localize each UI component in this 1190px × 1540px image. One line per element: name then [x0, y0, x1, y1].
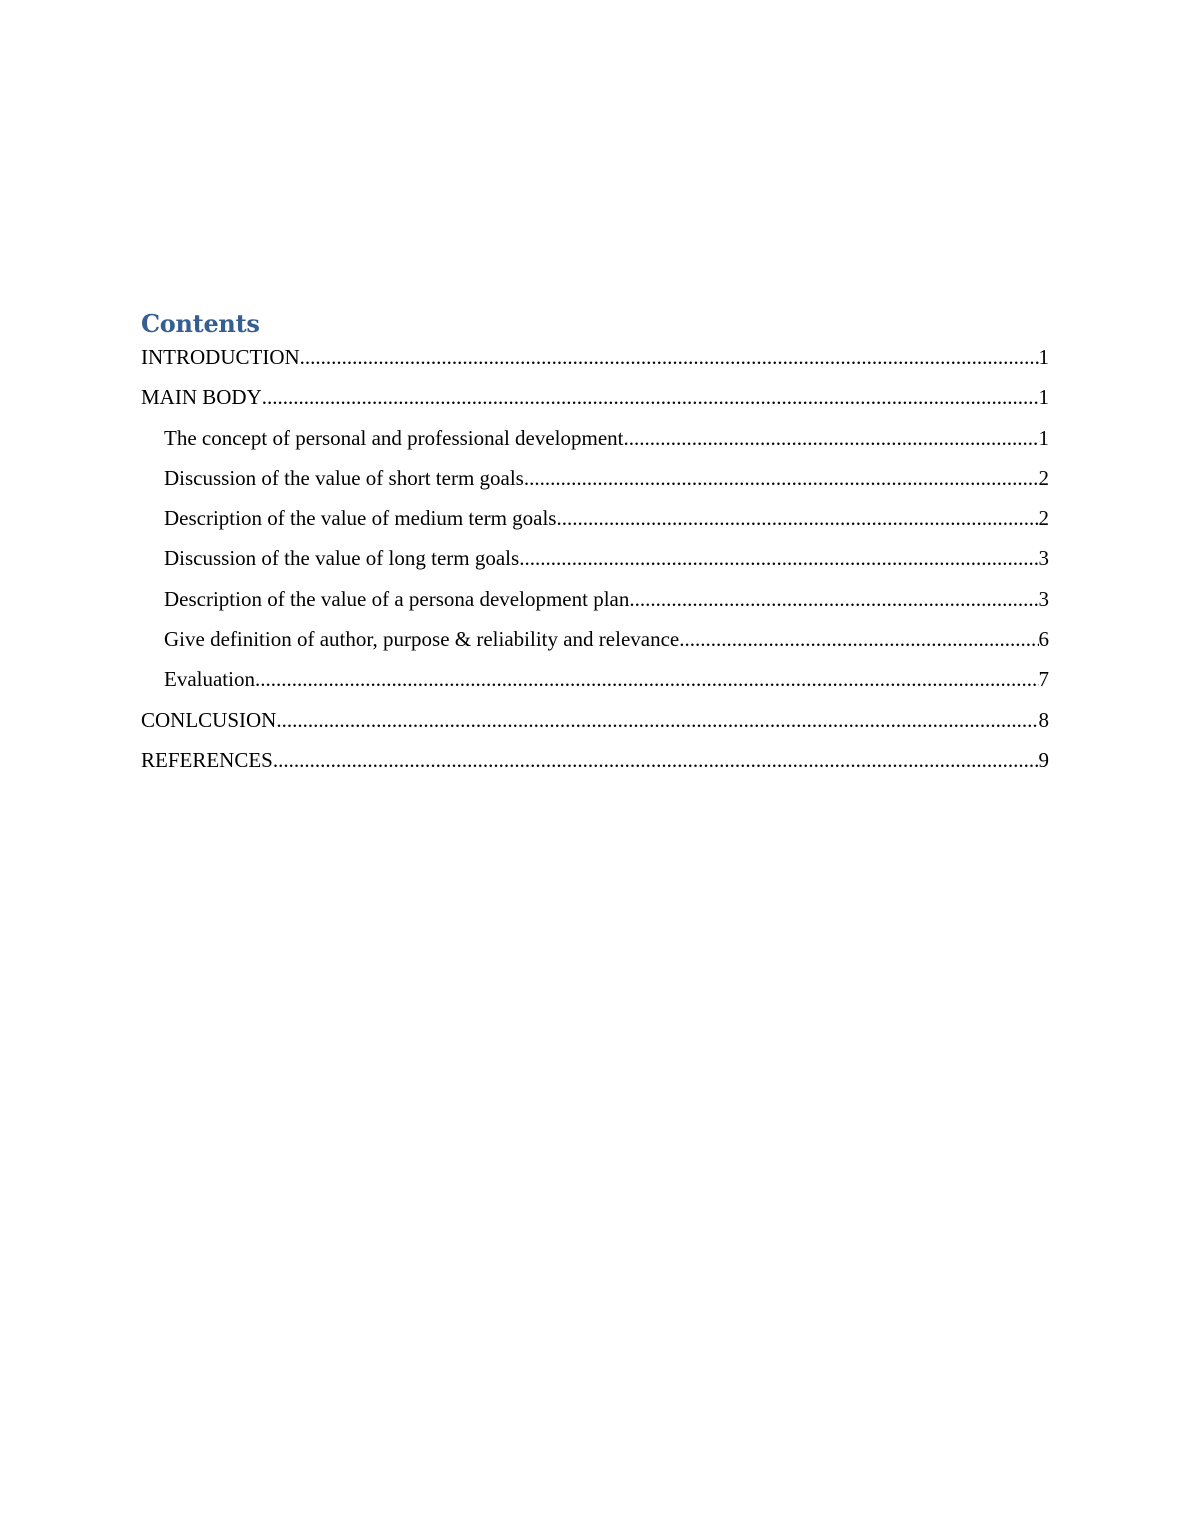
- toc-entry[interactable]: [141, 504, 1049, 544]
- dot-leader: [262, 383, 1039, 411]
- dot-leader: [679, 625, 1038, 653]
- toc-entry-page: 2: [1038, 506, 1049, 531]
- dot-leader: [624, 424, 1039, 452]
- toc-entry[interactable]: [141, 343, 1049, 383]
- toc-entry-page: 9: [1038, 747, 1049, 772]
- toc-title: Contents: [141, 309, 260, 338]
- toc-entry-label: INTRODUCTION: [141, 345, 300, 369]
- toc-entry-label: MAIN BODY: [141, 385, 262, 410]
- toc-entry-label: Description of the value of a persona development plan: [164, 586, 630, 611]
- toc-entry-page: 1: [1038, 345, 1049, 369]
- toc-entry[interactable]: [141, 665, 1049, 705]
- toc-entry-page: 6: [1038, 627, 1049, 652]
- toc-entries: [141, 343, 1049, 786]
- dot-leader: [273, 746, 1039, 774]
- toc-entry-page: 2: [1038, 465, 1049, 490]
- toc-entry[interactable]: [141, 544, 1049, 584]
- toc-entry-label: CONLCUSION: [141, 707, 277, 732]
- toc-entry[interactable]: [141, 706, 1049, 746]
- toc-entry[interactable]: [141, 746, 1049, 786]
- dot-leader: [519, 544, 1038, 572]
- toc-entry-label: The concept of personal and professional development: [164, 425, 624, 450]
- toc-entry[interactable]: [141, 464, 1049, 504]
- dot-leader: [255, 665, 1039, 693]
- table-of-contents: [141, 307, 1049, 786]
- toc-entry-page: 1: [1038, 385, 1049, 410]
- dot-leader: [524, 464, 1039, 492]
- toc-entry-page: 3: [1038, 586, 1049, 611]
- dot-leader: [629, 585, 1038, 613]
- toc-entry[interactable]: [141, 625, 1049, 665]
- toc-entry-label: Discussion of the value of long term goals: [164, 546, 520, 571]
- dot-leader: [556, 504, 1038, 532]
- toc-entry-page: 8: [1038, 707, 1049, 732]
- toc-entry-label: REFERENCES: [141, 747, 273, 772]
- toc-entry-label: Discussion of the value of short term goals: [164, 465, 524, 490]
- toc-entry-label: Evaluation: [164, 667, 255, 692]
- toc-entry-label: Give definition of author, purpose & reliability and relevance: [164, 627, 680, 652]
- dot-leader: [276, 706, 1038, 734]
- toc-entry[interactable]: [141, 383, 1049, 423]
- toc-entry-page: 7: [1038, 667, 1049, 692]
- toc-entry[interactable]: [141, 424, 1049, 464]
- toc-entry-page: 1: [1038, 425, 1049, 450]
- dot-leader: [300, 343, 1039, 371]
- toc-entry-label: Description of the value of medium term goals: [164, 506, 557, 531]
- toc-entry[interactable]: [141, 585, 1049, 625]
- toc-entry-page: 3: [1038, 546, 1049, 571]
